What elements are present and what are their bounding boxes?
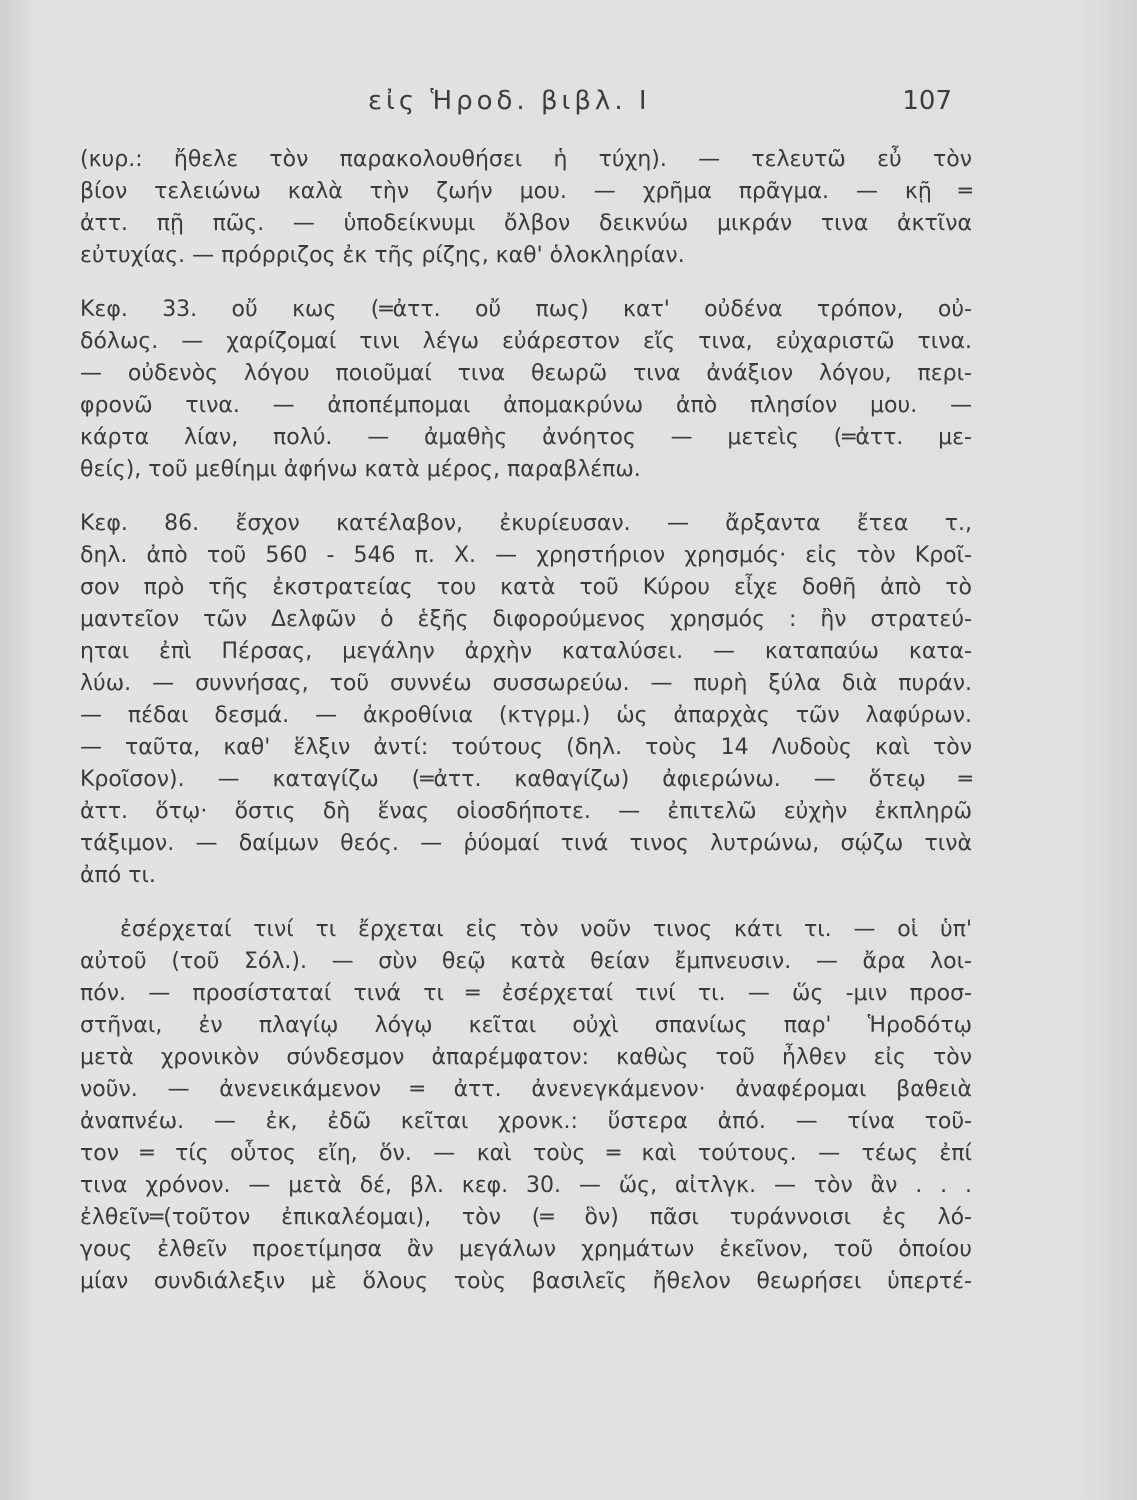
text-line: ἀττ. ὅτῳ· ὅστις δὴ ἕνας οἱοσδήποτε. — ἐπιτελῶ εὐχὴν ἐκπληρῶ <box>80 799 972 824</box>
paragraph <box>80 914 972 1298</box>
text-line: (κυρ.: ἤθελε τὸν παρακολουθήσει ἡ τύχη). — τελευτῶ εὖ τὸν <box>80 147 972 172</box>
paragraph <box>80 144 972 272</box>
text-line: Κεφ. 86. ἔσχον κατέλαβον, ἐκυρίευσαν. — ἄρξαντα ἔτεα τ., <box>80 511 972 536</box>
text-line: σον πρὸ τῆς ἐκστρατείας του κατὰ τοῦ Κύρου εἶχε δοθῆ ἀπὸ τὸ <box>80 575 972 600</box>
page-number: 107 <box>902 86 952 116</box>
commentary-text <box>80 144 972 1298</box>
text-line: Κεφ. 33. οὔ κως (═ἀττ. οὔ πως) κατ' οὐδένα τρόπον, οὐ- <box>80 297 972 322</box>
paragraph <box>80 294 972 486</box>
text-line: κάρτα λίαν, πολύ. — ἀμαθὴς ἀνόητος — μετεὶς (═ἀττ. με- <box>80 425 972 450</box>
text-line: δηλ. ἀπὸ τοῦ 560 - 546 π. Χ. — χρηστήριον χρησμός· εἰς τὸν Κροῖ- <box>80 543 972 568</box>
text-line: ἀναπνέω. — ἐκ, ἐδῶ κεῖται χρονκ.: ὕστερα ἀπό. — τίνα τοῦ- <box>80 1109 972 1134</box>
text-line: μαντεῖον τῶν Δελφῶν ὁ ἑξῆς διφορούμενος χρησμός : ἢν στρατεύ- <box>80 607 972 632</box>
text-line: βίον τελειώνω καλὰ τὴν ζωήν μου. — χρῆμα πρᾶγμα. — κῇ ═ <box>80 179 972 204</box>
text-line: ἀπό τι. <box>80 863 156 888</box>
text-line: ηται ἐπὶ Πέρσας, μεγάλην ἀρχὴν καταλύσει. — καταπαύω κατα- <box>80 639 972 664</box>
text-line: αὐτοῦ (τοῦ Σόλ.). — σὺν θεῷ κατὰ θείαν ἔμπνευσιν. — ἄρα λοι- <box>80 949 972 974</box>
paragraph <box>80 508 972 892</box>
text-line: εὐτυχίας. — πρόρριζος ἐκ τῆς ρίζης, καθ' ὁλοκληρίαν. <box>80 243 685 268</box>
text-line: στῆναι, ἐν πλαγίῳ λόγῳ κεῖται οὐχὶ σπανίως παρ' Ἡροδότῳ <box>80 1013 972 1038</box>
text-line: — πέδαι δεσμά. — ἀκροθίνια (κτγρμ.) ὡς ἀπαρχὰς τῶν λαφύρων. <box>80 703 972 728</box>
running-head: εἰς Ἡροδ. βιβλ. Ι <box>368 86 651 116</box>
text-line: — οὐδενὸς λόγου ποιοῦμαί τινα θεωρῶ τινα ἀνάξιον λόγου, περι- <box>80 361 972 386</box>
text-line: πόν. — προσίσταταί τινά τι ═ ἐσέρχεταί τινί τι. — ὥς -μιν προσ- <box>80 981 972 1006</box>
text-line: τάξιμον. — δαίμων θεός. — ῥύομαί τινά τινος λυτρώνω, σῴζω τινὰ <box>80 831 972 856</box>
text-line: δόλως. — χαρίζομαί τινι λέγω εὐάρεστον εἴς τινα, εὐχαριστῶ τινα. <box>80 329 972 354</box>
text-line: θείς), τοῦ μεθίημι ἀφήνω κατὰ μέρος, παραβλέπω. <box>80 457 641 482</box>
page-header <box>80 86 960 126</box>
text-line: μετὰ χρονικὸν σύνδεσμον ἀπαρέμφατον: καθὼς τοῦ ἦλθεν εἰς τὸν <box>80 1045 972 1070</box>
text-line: ἐλθεῖν═(τοῦτον ἐπικαλέομαι), τὸν (═ ὃν) πᾶσι τυράννοισι ἐς λό- <box>80 1205 972 1230</box>
text-line: τον ═ τίς οὗτος εἴη, ὅν. — καὶ τοὺς ═ καὶ τούτους. — τέως ἐπί <box>80 1141 972 1166</box>
text-line: φρονῶ τινα. — ἀποπέμπομαι ἀπομακρύνω ἀπὸ πλησίον μου. — <box>80 393 972 418</box>
text-line: ἐσέρχεταί τινί τι ἔρχεται εἰς τὸν νοῦν τινος κάτι τι. — οἱ ὑπ' <box>120 917 972 942</box>
text-line: ἀττ. πῇ πῶς. — ὑποδείκνυμι ὄλβον δεικνύω μικράν τινα ἀκτῖνα <box>80 211 972 236</box>
text-line: μίαν συνδιάλεξιν μὲ ὅλους τοὺς βασιλεῖς ἤθελον θεωρήσει ὑπερτέ- <box>80 1269 972 1294</box>
text-line: γους ἐλθεῖν προετίμησα ἂν μεγάλων χρημάτων ἐκεῖνον, τοῦ ὁποίου <box>80 1237 972 1262</box>
text-line: Κροῖσον). — καταγίζω (═ἀττ. καθαγίζω) ἀφιερώνω. — ὅτεῳ ═ <box>80 767 972 792</box>
text-line: τινα χρόνον. — μετὰ δέ, βλ. κεφ. 30. — ὥς, αἰτλγκ. — τὸν ἂν . . . <box>80 1173 972 1198</box>
text-line: νοῦν. — ἀνενεικάμενον ═ ἀττ. ἀνενεγκάμενον· ἀναφέρομαι βαθειὰ <box>80 1077 972 1102</box>
text-line: — ταῦτα, καθ' ἕλξιν ἀντί: τούτους (δηλ. τοὺς 14 Λυδοὺς καὶ τὸν <box>80 735 972 760</box>
text-line: λύω. — συννήσας, τοῦ συννέω συσσωρεύω. — πυρὴ ξύλα διὰ πυράν. <box>80 671 972 696</box>
